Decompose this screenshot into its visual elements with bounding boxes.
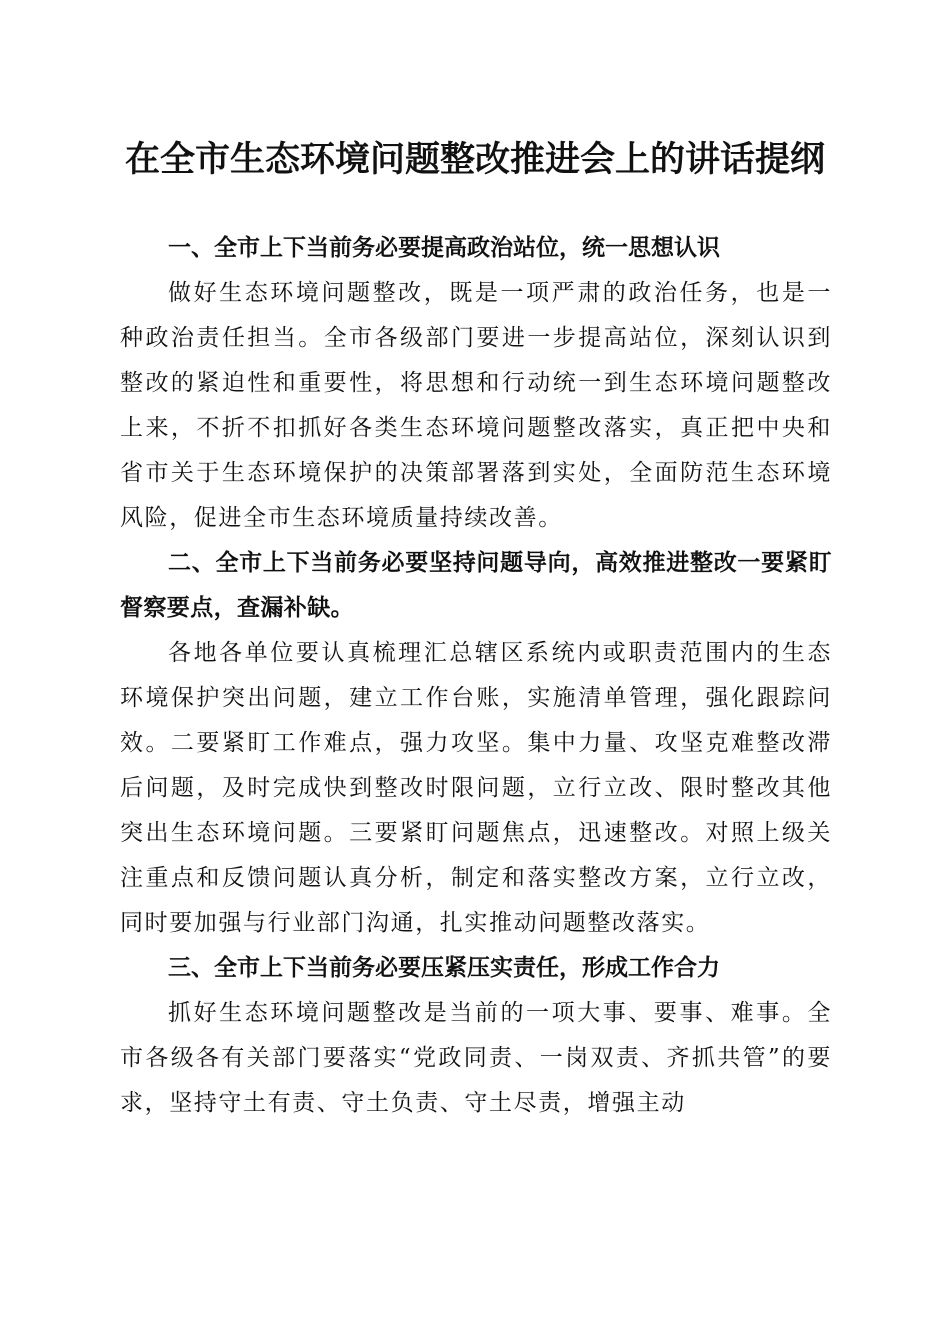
section-2-paragraph: 各地各单位要认真梳理汇总辖区系统内或职责范围内的生态环境保护突出问题，建立工作台账，实施清单管理，强化跟踪问效。二要紧盯工作难点，强力攻坚。集中力量、攻坚克难整改滞后问题，及时完成快到整改时限问题，立行立改、限时整改其他突出生态环境问题。三要紧盯问题焦点，迅速整改。对照上级关注重点和反馈问题认真分析，制定和落实整改方案，立行立改，同时要加强与行业部门沟通，扎实推动问题整改落实。 [120, 640, 832, 936]
section-1-heading: 一、全市上下当前务必要提高政治站位，统一思想认识 [168, 235, 720, 261]
section-1-paragraph: 做好生态环境问题整改，既是一项严肃的政治任务，也是一种政治责任担当。全市各级部门要进一步提高站位，深刻认识到整改的紧迫性和重要性，将思想和行动统一到生态环境问题整改上来，不折不扣抓好各类生态环境问题整改落实，真正把中央和省市关于生态环境保护的决策部署落到实处，全面防范生态环境风险，促进全市生态环境质量持续改善。 [120, 280, 832, 531]
document-title: 在全市生态环境问题整改推进会上的讲话提纲 [124, 139, 825, 180]
section-3-paragraph: 抓好生态环境问题整改是当前的一项大事、要事、难事。全市各级各有关部门要落实“党政同责、一岗双责、齐抓共管”的要求，坚持守土有责、守土负责、守土尽责，增强主动 [120, 1000, 832, 1116]
section-2-heading: 二、全市上下当前务必要坚持问题导向，高效推进整改一要紧盯督察要点，查漏补缺。 [120, 550, 832, 621]
section-3-heading: 三、全市上下当前务必要压紧压实责任，形成工作合力 [168, 955, 720, 981]
document-body [120, 226, 832, 1126]
